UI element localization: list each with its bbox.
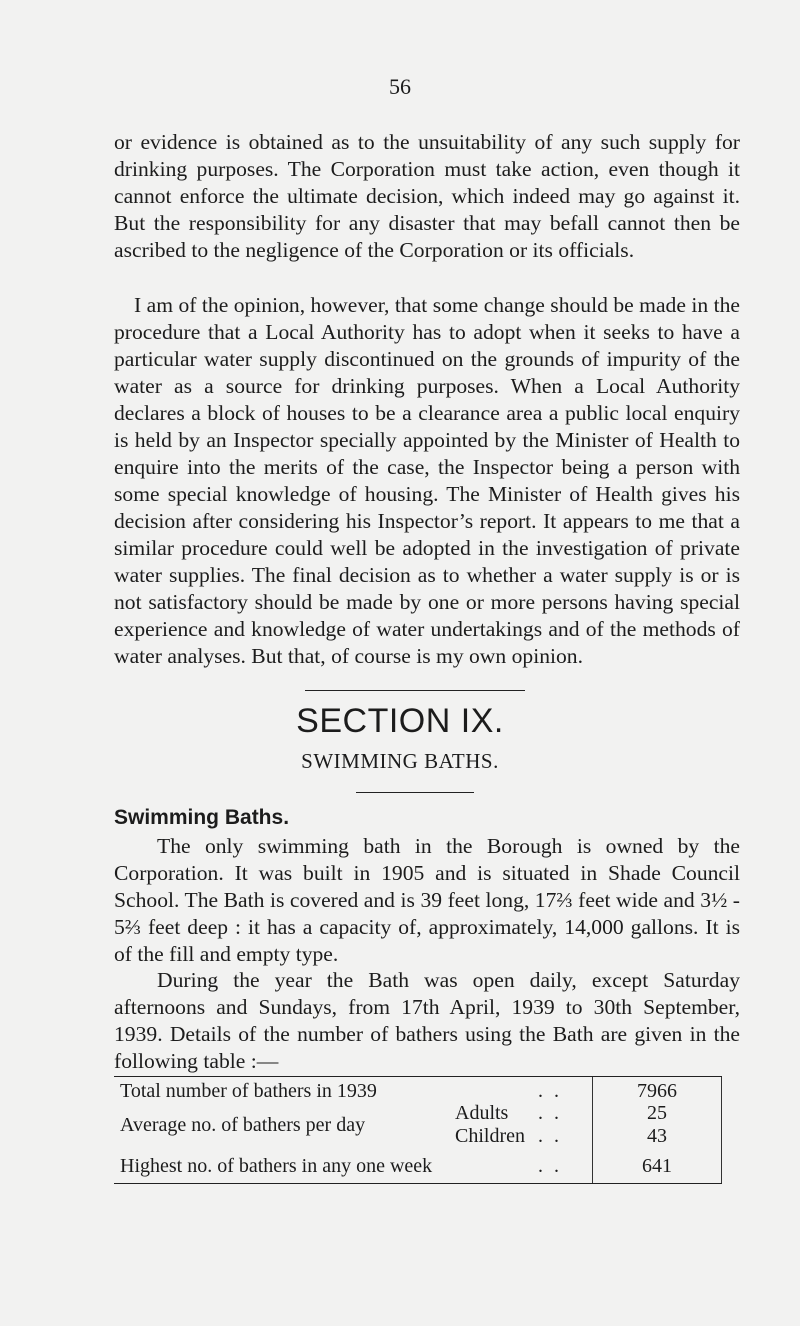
row-average-adults-value: 25	[647, 1102, 667, 1124]
row-highest-label: Highest no. of bathers in any one week	[120, 1155, 433, 1177]
section-divider-top	[305, 690, 525, 691]
section-title: SECTION IX.	[296, 702, 504, 740]
page-number: 56	[389, 74, 411, 99]
row-highest-value: 641	[642, 1155, 672, 1177]
row-highest-leader: . .	[538, 1155, 562, 1177]
paragraph-2: I am of the opinion, however, that some change should be made in the procedure that a Local Authority has to adopt when it seeks to have a particular water supply discontinued on the grounds of impurity of the water as a source for drinking purposes. When a Local Authority declares a block of houses to be a clearance area a public local enquiry is held by an Inspector specially appointed by the Minister of Health to enquire into the merits of the case, the Inspector being a person with some special knowledge of housing. The Minister of Health gives his decision after considering his Inspector’s report. It appears to me that a similar procedure could well be adopted in the investigation of private water supplies. The final decision as to whether a water supply is or is not satisfactory should be made by one or more persons having special experience and knowledge of water undertakings and of the methods of water analyses. But that, of course is my own opinion.	[114, 293, 740, 668]
paragraph-1: or evidence is obtained as to the unsuitability of any such supply for drinking purposes. The Corporation must take action, even though it cannot enforce the ultimate decision, which indeed may go against it. But the responsibility for any disaster that may befall cannot then be ascribed to the negligence of the Corporation or its officials.	[114, 130, 740, 262]
row-total-leader: . .	[538, 1080, 562, 1102]
row-average-adults-label: Adults	[455, 1102, 509, 1124]
row-average-children-label: Children	[455, 1125, 525, 1147]
row-average-label: Average no. of bathers per day	[120, 1114, 366, 1136]
row-average-children-leader: . .	[538, 1125, 562, 1147]
section-subtitle: SWIMMING BATHS.	[301, 749, 499, 773]
row-total-value: 7966	[637, 1080, 677, 1102]
paragraph-4: During the year the Bath was open daily, except Saturday afternoons and Sundays, from 17th April, 1939 to 30th September, 1939. Details of the number of bathers using the Bath are given in the following table :—	[114, 968, 740, 1073]
row-total-label: Total number of bathers in 1939	[120, 1080, 377, 1102]
bathers-table	[114, 1076, 722, 1184]
subheading: Swimming Baths.	[114, 806, 290, 829]
row-average-adults-leader: . .	[538, 1102, 562, 1124]
paragraph-3: The only swimming bath in the Borough is owned by the Corporation. It was built in 1905 and is situated in Shade Council School. The Bath is covered and is 39 feet long, 17⅔ feet wide and 3½ - 5⅔ feet deep : it has a capacity of, approximately, 14,000 gallons. It is of the fill and empty type.	[114, 834, 740, 966]
section-divider-bottom	[356, 792, 474, 793]
row-average-children-value: 43	[647, 1125, 667, 1147]
